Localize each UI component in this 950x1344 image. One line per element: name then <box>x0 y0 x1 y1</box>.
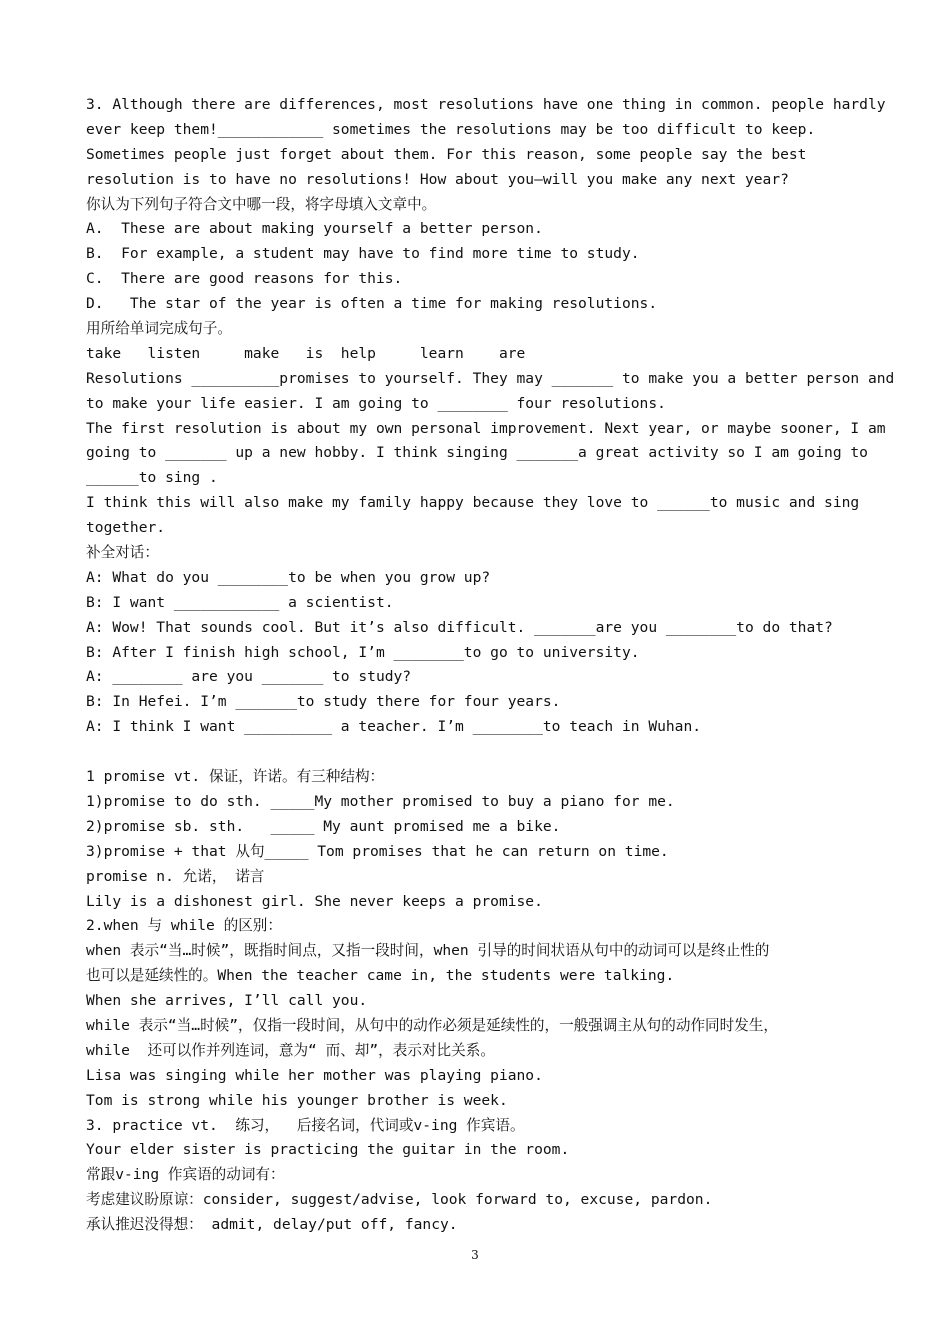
blank-line <box>86 740 876 765</box>
grammar-heading: 1 promise vt. 保证，许诺。有三种结构： <box>86 768 385 786</box>
grammar-line: while 还可以作并列连词，意为“ 而、却”，表示对比关系。 <box>86 1041 495 1059</box>
dialogue-line: A: ________ are you _______ to study? <box>86 668 412 686</box>
grammar-line: 3)promise + that 从句_____ Tom promises that he can return on time. <box>86 842 669 860</box>
dialogue-line: A: Wow! That sounds cool. But it’s also difficult. _______are you ________to do that? <box>86 618 833 636</box>
grammar-line: 常跟v-ing 作宾语的动词有： <box>86 1166 285 1184</box>
grammar-line: Lisa was singing while her mother was playing piano. <box>86 1066 543 1084</box>
text-line: I think this will also make my family happy because they love to ______to music and sing <box>86 494 860 512</box>
dialogue-line: B: After I finish high school, I’m ________to go to university. <box>86 643 640 661</box>
text-line: going to _______ up a new hobby. I think singing _______a great activity so I am going to <box>86 444 868 462</box>
text-line: to make your life easier. I am going to ________ four resolutions. <box>86 394 666 412</box>
instruction-line: 用所给单词完成句子。 <box>86 320 232 338</box>
word-bank: take listen make is help learn are <box>86 344 526 362</box>
grammar-line: 1)promise to do sth. _____My mother promised to buy a piano for me. <box>86 792 675 810</box>
option-d: D. The star of the year is often a time for making resolutions. <box>86 295 658 313</box>
text-line: together. <box>86 519 166 537</box>
dialogue-line: A: I think I want __________ a teacher. I’m ________to teach in Wuhan. <box>86 718 702 736</box>
grammar-line: promise n. 允诺， 诺言 <box>86 867 265 885</box>
option-c: C. There are good reasons for this. <box>86 270 403 288</box>
grammar-line: when 表示“当…时候”，既指时间点，又指一段时间，when 引导的时间状语从句中的动词可以是终止性的 <box>86 942 770 960</box>
instruction-line: 补全对话： <box>86 544 159 562</box>
text-line: ______to sing . <box>86 469 218 487</box>
document-body <box>86 93 895 1238</box>
text-line: Sometimes people just forget about them. For this reason, some people say the best <box>86 145 807 163</box>
grammar-line: while 表示“当…时候”，仅指一段时间，从句中的动作必须是延续性的，一般强调主从句的动作同时发生， <box>86 1016 779 1034</box>
page-number: 3 <box>471 1248 479 1262</box>
text-line: 3. Although there are differences, most resolutions have one thing in common. people hardly <box>86 96 886 113</box>
grammar-line: When she arrives, I’ll call you. <box>86 992 368 1010</box>
dialogue-line: B: In Hefei. I’m _______to study there for four years. <box>86 693 561 711</box>
grammar-line: 也可以是延续性的。When the teacher came in, the students were talking. <box>86 967 675 985</box>
grammar-line: Lily is a dishonest girl. She never keeps a promise. <box>86 892 543 910</box>
instruction-line: 你认为下列句子符合文中哪一段，将字母填入文章中。 <box>86 195 437 213</box>
grammar-line: 考虑建议盼原谅：consider, suggest/advise, look forward to, excuse, pardon. <box>86 1191 713 1209</box>
grammar-heading: 3. practice vt. 练习， 后接名词，代词或v-ing 作宾语。 <box>86 1116 525 1134</box>
text-line: Resolutions __________promises to yourself. They may _______ to make you a better person and <box>86 369 895 387</box>
option-b: B. For example, a student may have to find more time to study. <box>86 245 640 263</box>
text-line: ever keep them!____________ sometimes the resolutions may be too difficult to keep. <box>86 120 816 138</box>
dialogue-line: A: What do you ________to be when you grow up? <box>86 568 491 586</box>
grammar-heading: 2.when 与 while 的区别： <box>86 917 282 935</box>
option-a: A. These are about making yourself a better person. <box>86 220 543 238</box>
dialogue-line: B: I want ____________ a scientist. <box>86 593 394 611</box>
grammar-line: Your elder sister is practicing the guitar in the room. <box>86 1141 570 1159</box>
grammar-line: 2)promise sb. sth. _____ My aunt promised me a bike. <box>86 817 561 835</box>
text-line: The first resolution is about my own personal improvement. Next year, or maybe sooner, I am <box>86 419 886 437</box>
grammar-line: Tom is strong while his younger brother is week. <box>86 1091 508 1109</box>
grammar-line: 承认推迟没得想： admit, delay/put off, fancy. <box>86 1216 458 1234</box>
text-line: resolution is to have no resolutions! How about you—will you make any next year? <box>86 170 789 188</box>
